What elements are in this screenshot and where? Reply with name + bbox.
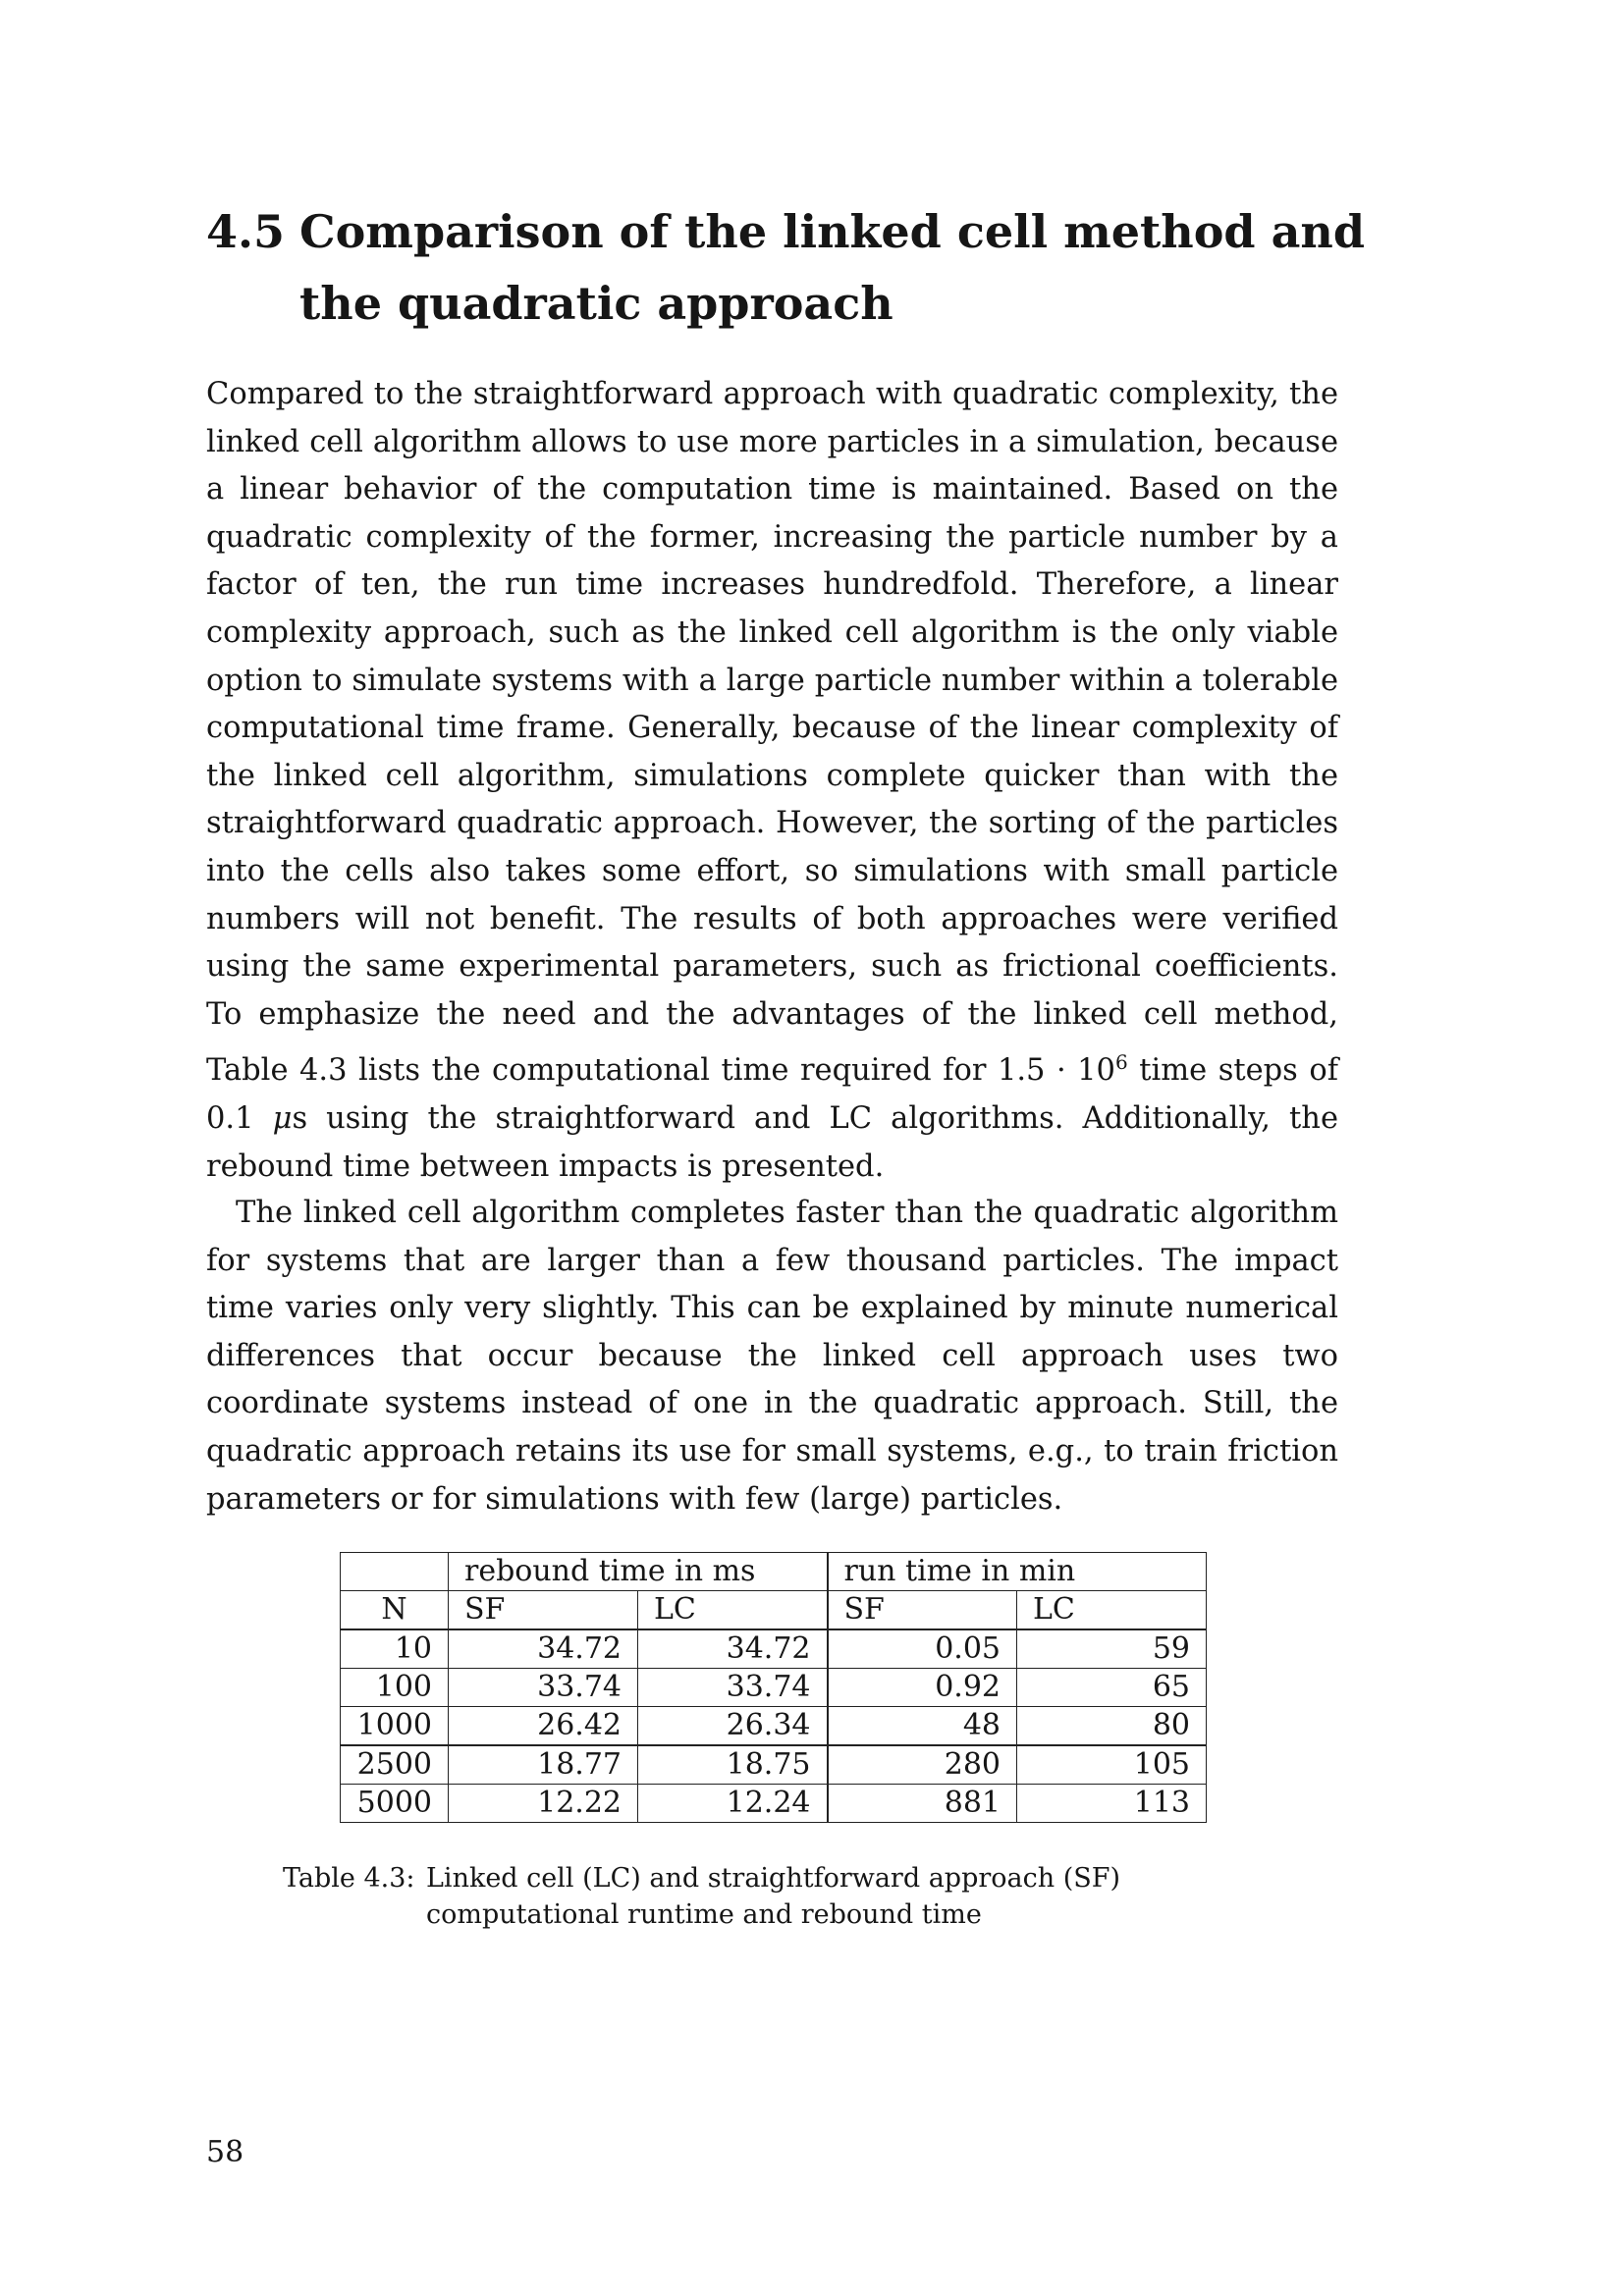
table-row (341, 1745, 1207, 1785)
results-table (340, 1552, 1207, 1823)
table-row (341, 1669, 1207, 1707)
rebound-lc-header: LC (638, 1591, 828, 1630)
cell-run-lc: 59 (1017, 1629, 1207, 1669)
cell-rebound-sf: 34.72 (449, 1629, 638, 1669)
paragraph-1: Compared to the straightforward approach with quadratic complexity, the linked cell algorithm allows to use more particles in a simulation, because a linear behavior of the computation time is maintained. Based on the quadratic complexity of the former, increasing the particle number by a factor of ten, the run time increases hundredfold. Therefore, a linear complexity approach, such as the linked cell algorithm is the only viable option to simulate systems with a large particle number within a tolerable computational time frame. Generally, because of the linear complexity of the linked cell algorithm, simulations complete quicker than with the straightforward quadratic approach. However, the sorting of the particles into the cells also takes some effort, so simulations with small particle numbers will not benefit. The results of both approaches were verified using the same experimental parameters, such as frictional coefficients. To emphasize the need and the advantages of the linked cell method, Table 4.3 lists the computational time required for $1.5 \cdot 10^6$ time steps of 0.1 μs using the straightforward and LC algorithms. Additionally, the rebound time between impacts is presented. (206, 377, 1338, 1184)
cell-run-lc: 65 (1017, 1669, 1207, 1707)
run-time-header: run time in min (828, 1553, 1207, 1591)
cell-rebound-lc: 33.74 (638, 1669, 828, 1707)
table-corner-cell (341, 1553, 449, 1591)
cell-run-sf: 881 (828, 1785, 1017, 1823)
cell-rebound-lc: 26.34 (638, 1707, 828, 1746)
cell-rebound-lc: 18.75 (638, 1745, 828, 1785)
section-title: Comparison of the linked cell method and the quadratic approach (299, 205, 1365, 330)
run-sf-header: SF (828, 1591, 1017, 1630)
cell-rebound-sf: 12.22 (449, 1785, 638, 1823)
cell-run-lc: 80 (1017, 1707, 1207, 1746)
rebound-sf-header: SF (449, 1591, 638, 1630)
cell-n: 5000 (341, 1785, 449, 1823)
table-group-header-row (341, 1553, 1207, 1591)
math-expression: $1.5 \cdot 10^6$ (997, 1050, 1128, 1089)
paragraph-1-tail: s using the straightforward and LC algorithms. Additionally, the rebound time between impacts is presented. (206, 1101, 1338, 1184)
page-number: 58 (206, 2135, 244, 2169)
cell-n: 100 (341, 1669, 449, 1707)
table-row (341, 1629, 1207, 1669)
paragraph-2: The linked cell algorithm completes faster than the quadratic algorithm for systems that are larger than a few thousand particles. The impact time varies only very slightly. This can be explained by minute numerical differences that occur because the linked cell approach uses two coordinate systems instead of one in the quadratic approach. Still, the quadratic approach retains its use for small systems, e.g., to train friction parameters or for simulations with few (large) particles. (206, 1196, 1338, 1517)
cell-run-sf: 280 (828, 1745, 1017, 1785)
paragraph-1-text: Compared to the straightforward approach with quadratic complexity, the linked cell algorithm allows to use more particles in a simulation, because a linear behavior of the computation time is maintained. Based on the quadratic complexity of the former, increasing the particle number by a factor of ten, the run time increases hundredfold. Therefore, a linear complexity approach, such as the linked cell algorithm is the only viable option to simulate systems with a large particle number within a tolerable computational time frame. Generally, because of the linear complexity of the linked cell algorithm, simulations complete quicker than with the straightforward quadratic approach. However, the sorting of the particles into the cells also takes some effort, so simulations with small particle numbers will not benefit. The results of both approaches were verified using the same experimental parameters, such as frictional coefficients. To emphasize the need and the advantages of the linked cell method, Table 4.3 lists the computational time required for (206, 377, 1338, 1089)
section-number: 4.5 (206, 205, 286, 258)
cell-run-sf: 0.05 (828, 1629, 1017, 1669)
rebound-time-header: rebound time in ms (449, 1553, 828, 1591)
math-exponent: 6 (1114, 1050, 1128, 1075)
table-row (341, 1707, 1207, 1746)
math-step: 0.1 (206, 1101, 254, 1137)
cell-n: 10 (341, 1629, 449, 1669)
table-row (341, 1785, 1207, 1823)
cell-n: 2500 (341, 1745, 449, 1785)
caption-label: Table 4.3: (283, 1863, 415, 1894)
cell-rebound-lc: 12.24 (638, 1785, 828, 1823)
math-mu: μ (272, 1101, 293, 1137)
cell-rebound-sf: 18.77 (449, 1745, 638, 1785)
cell-run-sf: 0.92 (828, 1669, 1017, 1707)
table-sub-header-row (341, 1591, 1207, 1630)
cell-run-lc: 113 (1017, 1785, 1207, 1823)
caption-text: Linked cell (LC) and straightforward approach (SF) computational runtime and rebound time (426, 1863, 1121, 1930)
n-header: N (341, 1591, 449, 1630)
run-lc-header: LC (1017, 1591, 1207, 1630)
cell-rebound-lc: 34.72 (638, 1629, 828, 1669)
cell-rebound-sf: 26.42 (449, 1707, 638, 1746)
cell-run-sf: 48 (828, 1707, 1017, 1746)
cell-run-lc: 105 (1017, 1745, 1207, 1785)
cell-rebound-sf: 33.74 (449, 1669, 638, 1707)
cell-n: 1000 (341, 1707, 449, 1746)
